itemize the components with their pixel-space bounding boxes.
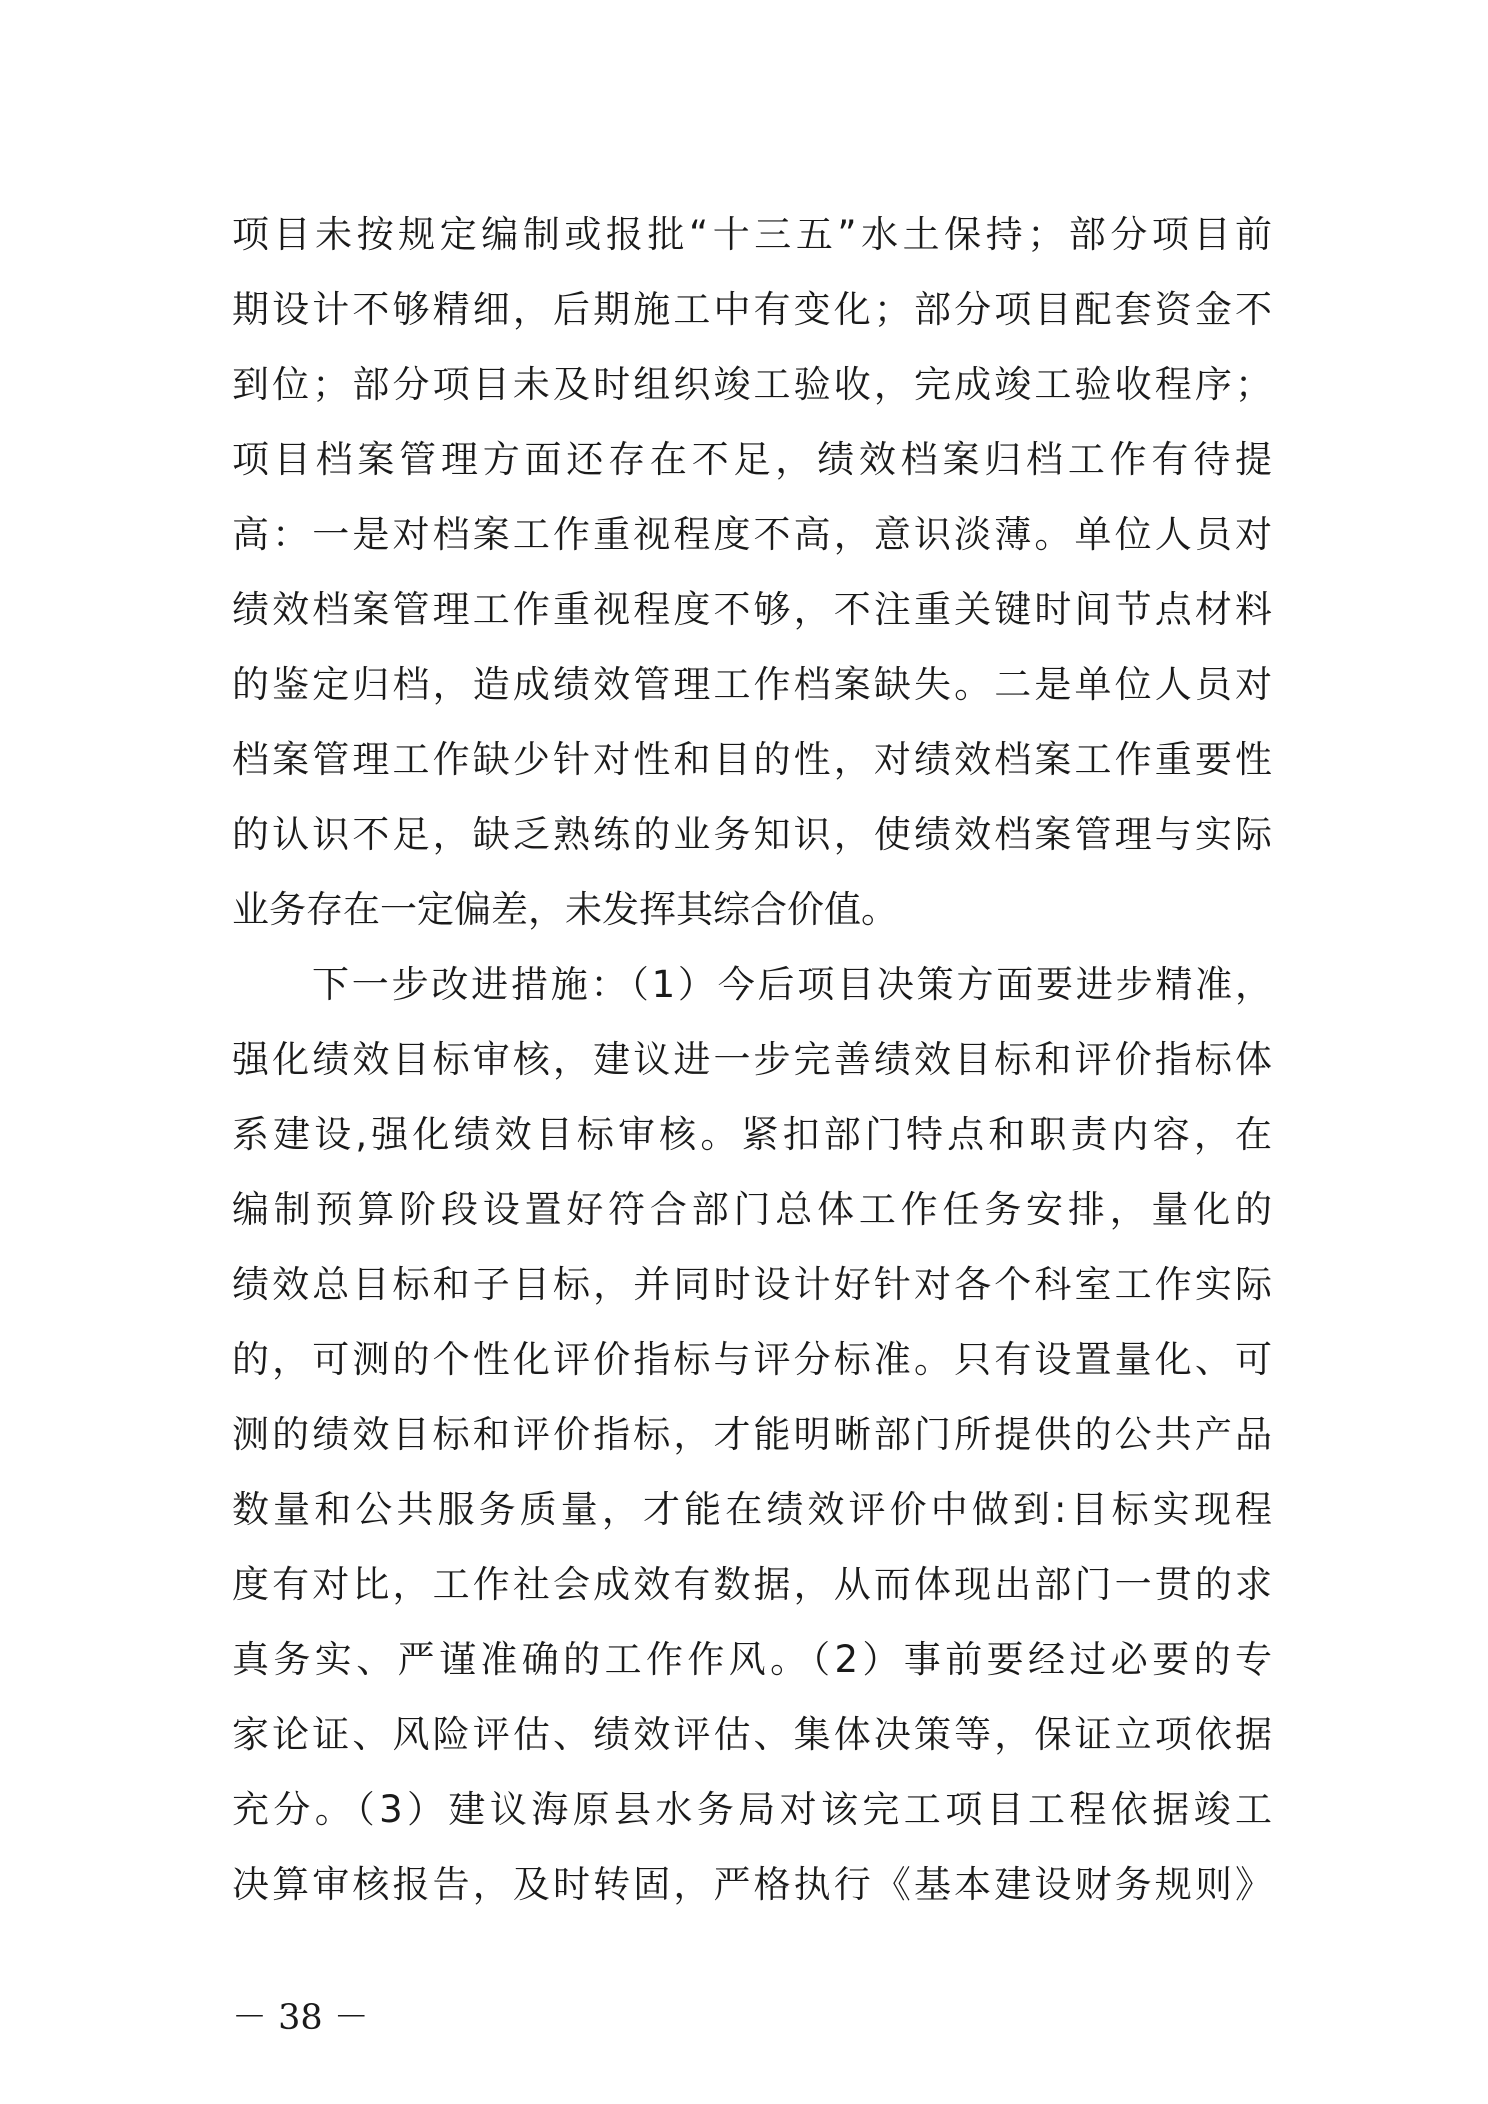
paragraph-line: 决算审核报告，及时转固，严格执行《基本建设财务规则》 <box>232 1863 1272 1906</box>
paragraph-line: 到位；部分项目未及时组织竣工验收，完成竣工验收程序； <box>232 363 1272 406</box>
paragraph-line: 真务实、严谨准确的工作作风。（2）事前要经过必要的专 <box>232 1638 1272 1681</box>
paragraph-line: 期设计不够精细，后期施工中有变化；部分项目配套资金不 <box>232 288 1272 331</box>
paragraph-line: 的认识不足，缺乏熟练的业务知识，使绩效档案管理与实际 <box>232 813 1272 856</box>
paragraph-line: 家论证、风险评估、绩效评估、集体决策等，保证立项依据 <box>232 1713 1272 1756</box>
page-number: － 38 － <box>232 1998 369 2038</box>
paragraph-line: 档案管理工作缺少针对性和目的性，对绩效档案工作重要性 <box>232 738 1272 781</box>
paragraph-line: 充分。（3）建议海原县水务局对该完工项目工程依据竣工 <box>232 1788 1272 1831</box>
paragraph-line: 项目档案管理方面还存在不足，绩效档案归档工作有待提 <box>232 438 1272 481</box>
paragraph-line: 业务存在一定偏差，未发挥其综合价值。 <box>232 888 898 931</box>
paragraph-2 <box>232 947 1272 1922</box>
paragraph-line: 绩效总目标和子目标，并同时设计好针对各个科室工作实际 <box>232 1263 1272 1306</box>
paragraph-line: 项目未按规定编制或报批“十三五”水土保持；部分项目前 <box>232 213 1272 256</box>
paragraph-line: 数量和公共服务质量，才能在绩效评价中做到:目标实现程 <box>232 1488 1272 1531</box>
paragraph-line: 的鉴定归档，造成绩效管理工作档案缺失。二是单位人员对 <box>232 663 1272 706</box>
paragraph-line: 度有对比，工作社会成效有数据，从而体现出部门一贯的求 <box>232 1563 1272 1606</box>
paragraph-line: 编制预算阶段设置好符合部门总体工作任务安排，量化的 <box>232 1188 1272 1231</box>
paragraph-line: 测的绩效目标和评价指标，才能明晰部门所提供的公共产品 <box>232 1413 1272 1456</box>
paragraph-line: 高：一是对档案工作重视程度不高，意识淡薄。单位人员对 <box>232 513 1272 556</box>
paragraph-line: 强化绩效目标审核，建议进一步完善绩效目标和评价指标体 <box>232 1038 1272 1081</box>
paragraph-line: 下一步改进措施：（1）今后项目决策方面要进步精准， <box>312 963 1272 1006</box>
paragraph-line: 绩效档案管理工作重视程度不够，不注重关键时间节点材料 <box>232 588 1272 631</box>
body-text <box>232 197 1272 1922</box>
paragraph-line: 的，可测的个性化评价指标与评分标准。只有设置量化、可 <box>232 1338 1272 1381</box>
paragraph-1 <box>232 197 1272 947</box>
paragraph-line: 系建设,强化绩效目标审核。紧扣部门特点和职责内容，在 <box>232 1113 1272 1156</box>
